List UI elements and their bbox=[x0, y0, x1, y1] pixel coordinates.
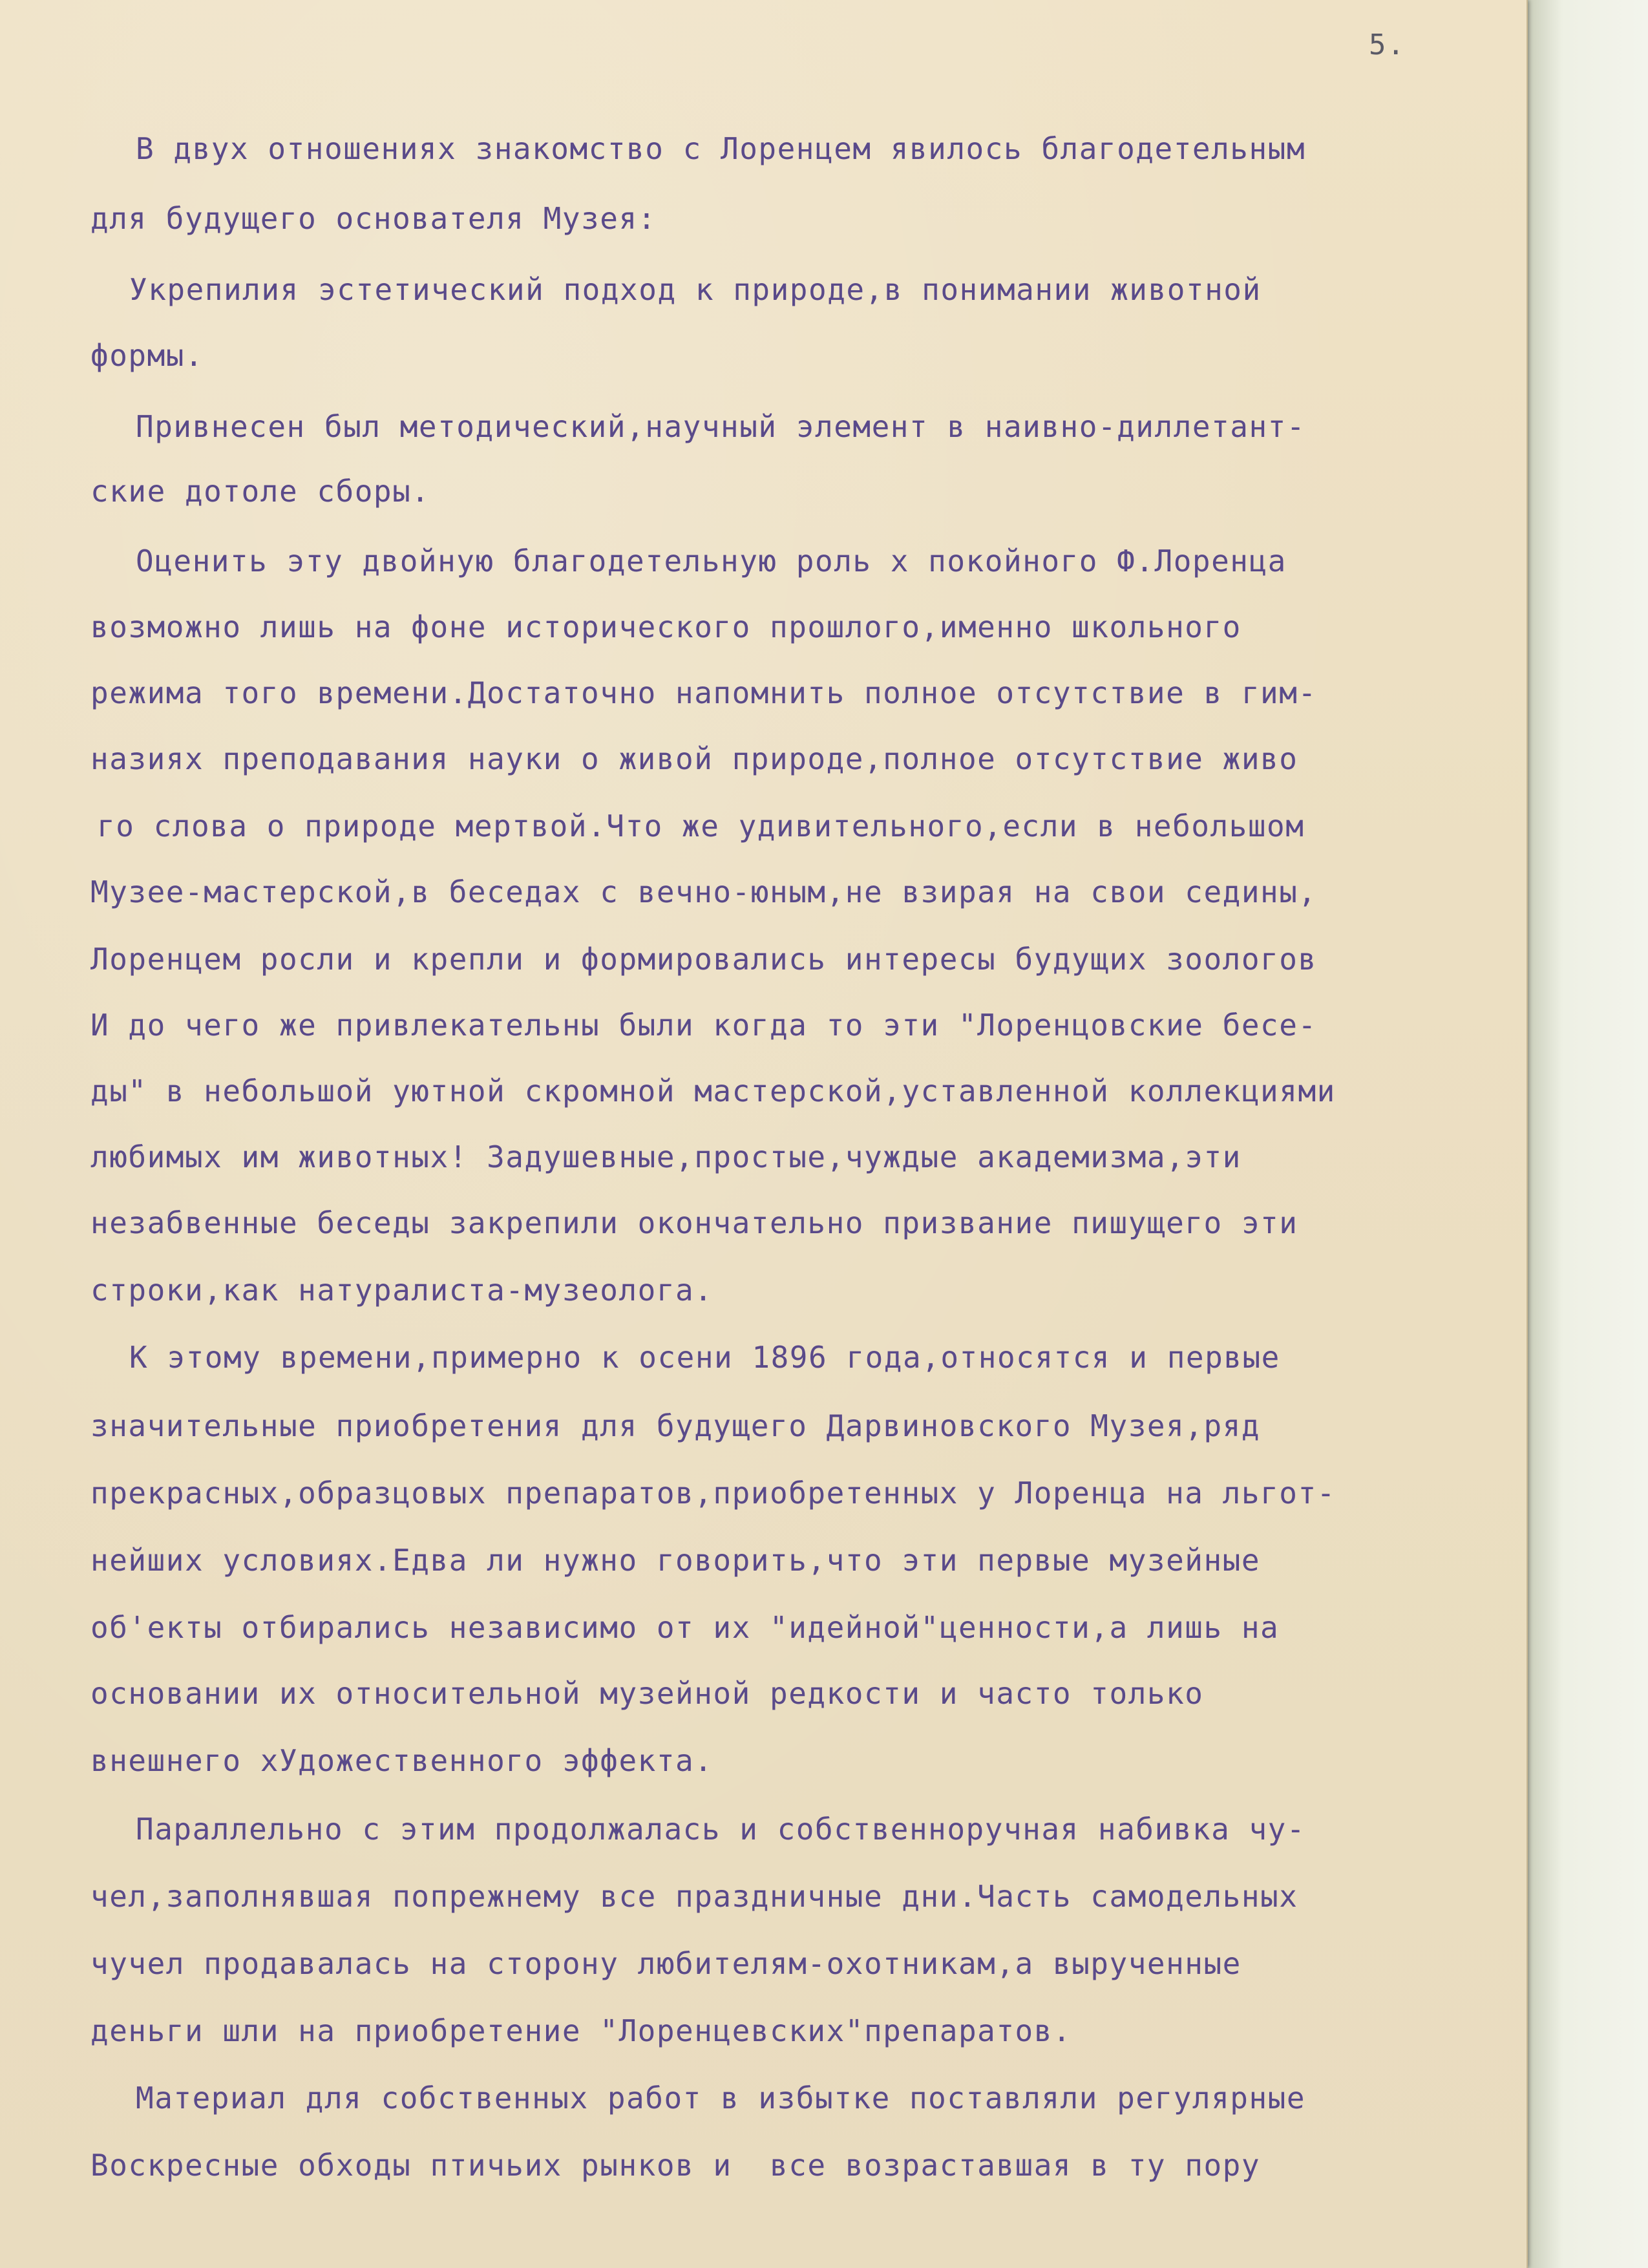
text-line: Лоренцем росли и крепли и формировались интересы будущих зоологов bbox=[90, 942, 1317, 977]
text-line: для будущего основателя Музея: bbox=[90, 201, 657, 236]
text-line: основании их относительной музейной редкости и часто только bbox=[90, 1676, 1204, 1711]
text-line: К этому времени,примерно к осени 1896 года,относятся и первые bbox=[129, 1340, 1280, 1375]
text-line: внешнего хУдожественного эффекта. bbox=[90, 1743, 713, 1778]
text-line: Музее-мастерской,в беседах с вечно-юным,не взирая на свои седины, bbox=[90, 874, 1317, 909]
text-line: Привнесен был методический,научный элемент в наивно-диллетант- bbox=[136, 409, 1306, 444]
text-line: прекрасных,образцовых препаратов,приобретенных у Лоренца на льгот- bbox=[90, 1476, 1336, 1510]
scanner-edge bbox=[1527, 0, 1648, 2268]
text-line: го слова о природе мертвой.Что же удивительного,если в небольшом bbox=[97, 809, 1305, 843]
text-line: Воскресные обходы птичьих рынков и все возраставшая в ту пору bbox=[90, 2148, 1261, 2183]
text-line: ды" в небольшой уютной скромной мастерской,уставленной коллекциями bbox=[90, 1074, 1336, 1108]
text-line: любимых им животных! Задушевные,простые,чуждые академизма,эти bbox=[90, 1139, 1241, 1174]
page-number: 5. bbox=[1369, 28, 1406, 61]
text-line: нейших условиях.Едва ли нужно говорить,что эти первые музейные bbox=[90, 1543, 1261, 1578]
text-line: Материал для собственных работ в избытке поставляли регулярные bbox=[136, 2081, 1306, 2115]
text-line: значительные приобретения для будущего Дарвиновского Музея,ряд bbox=[90, 1408, 1261, 1443]
text-line: ские дотоле сборы. bbox=[90, 474, 430, 509]
text-line: об'екты отбирались независимо от их "идейной"ценности,а лишь на bbox=[90, 1610, 1280, 1645]
text-line: возможно лишь на фоне исторического прошлого,именно школьного bbox=[90, 609, 1241, 644]
text-line: Параллельно с этим продолжалась и собственноручная набивка чу- bbox=[136, 1812, 1306, 1847]
text-line: режима того времени.Достаточно напомнить полное отсутствие в гим- bbox=[90, 675, 1317, 710]
text-line: строки,как натуралиста-музеолога. bbox=[90, 1273, 713, 1308]
text-line: В двух отношениях знакомство с Лоренцем явилось благодетельным bbox=[136, 131, 1306, 166]
text-line: чел,заполнявшая попрежнему все праздничные дни.Часть самодельных bbox=[90, 1879, 1298, 1914]
text-line: чучел продавалась на сторону любителям-охотникам,а вырученные bbox=[90, 1946, 1241, 1981]
text-line: И до чего же привлекательны были когда то эти "Лоренцовские бесе- bbox=[90, 1008, 1317, 1043]
text-line: формы. bbox=[90, 338, 204, 373]
text-line: назиях преподавания науки о живой природе,полное отсутствие живо bbox=[90, 741, 1298, 776]
text-line: Оценить эту двойную благодетельную роль х покойного Ф.Лоренца bbox=[136, 544, 1287, 578]
text-line: незабвенные беседы закрепили окончательно призвание пишущего эти bbox=[90, 1205, 1298, 1240]
text-line: деньги шли на приобретение "Лоренцевских"препаратов. bbox=[90, 2013, 1072, 2048]
text-line: Укрепилия эстетический подход к природе,в понимании животной bbox=[129, 272, 1262, 307]
